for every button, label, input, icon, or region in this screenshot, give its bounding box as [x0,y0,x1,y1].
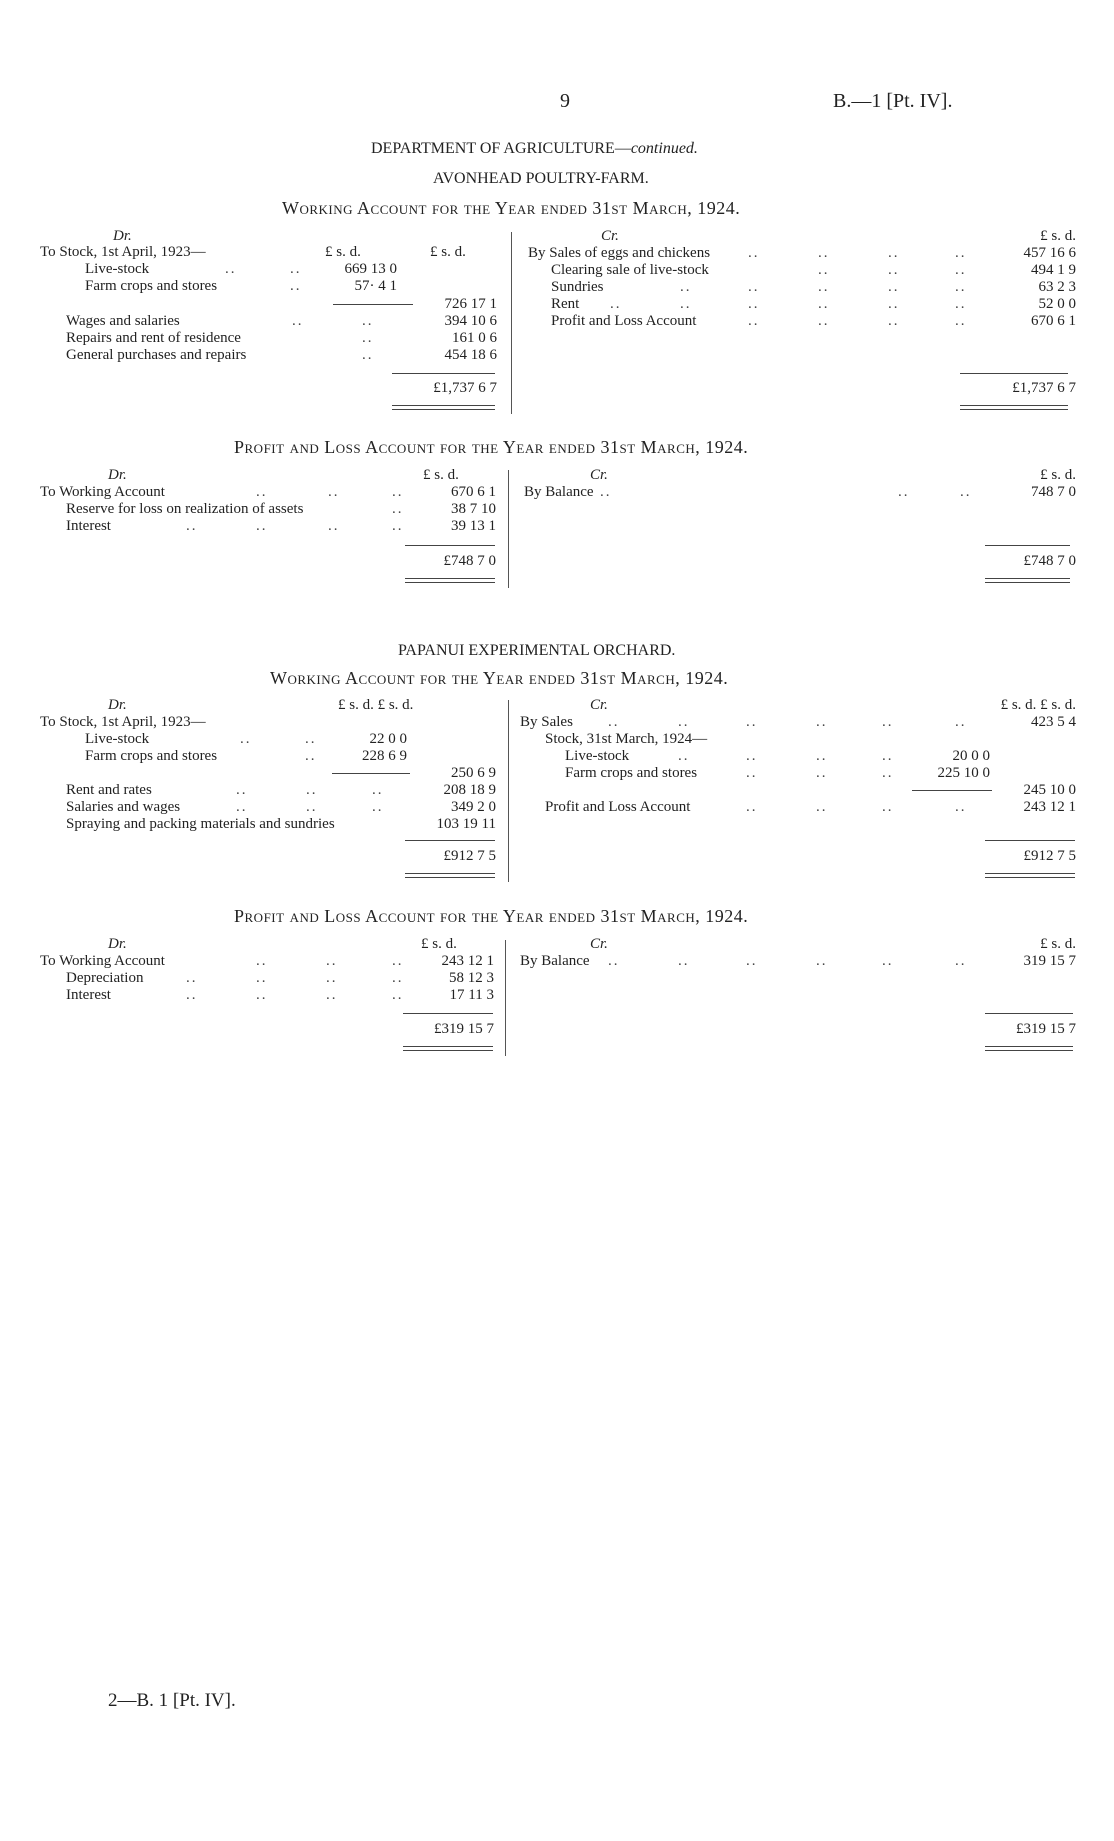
leader-dots: .. [882,765,894,781]
leader-dots: .. [960,484,972,500]
column-divider [511,232,512,414]
leader-dots: .. [816,953,828,969]
column-divider [508,700,509,882]
total-value: £912 7 5 [1023,848,1076,864]
line-value: 243 12 1 [1023,799,1076,815]
leader-dots: .. [186,970,198,986]
line-value: 669 13 0 [344,261,397,277]
line-value: 103 19 11 [436,816,496,832]
leader-dots: .. [955,296,967,312]
leader-dots: .. [818,262,830,278]
line-value: 52 0 0 [1038,296,1076,312]
total-value: £748 7 0 [1023,553,1076,569]
leader-dots: .. [608,714,620,730]
leader-dots: .. [326,970,338,986]
line-value: 20 0 0 [952,748,990,764]
line-label: By Balance [524,484,594,500]
line-label: To Working Account [40,484,165,500]
leader-dots: .. [680,279,692,295]
line-value: 22 0 0 [369,731,407,747]
total-value: £319 15 7 [1016,1021,1076,1037]
leader-dots: .. [748,245,760,261]
leader-dots: .. [955,245,967,261]
leader-dots: .. [600,484,612,500]
leader-dots: .. [882,714,894,730]
dr-label: Dr. [108,697,127,713]
line-label: Interest [66,518,111,534]
double-rule [403,1046,493,1051]
line-label: Repairs and rent of residence [66,330,241,346]
line-value: 457 16 6 [1023,245,1076,261]
leader-dots: .. [898,484,910,500]
leader-dots: .. [955,262,967,278]
double-rule [960,405,1068,410]
papanui-pl-heading: Profit and Loss Account for the Year ended 31st March, 1924. [234,906,749,926]
leader-dots: .. [746,714,758,730]
leader-dots: .. [392,970,404,986]
leader-dots: .. [362,330,374,346]
double-rule [405,578,495,583]
total-value: £912 7 5 [443,848,496,864]
leader-dots: .. [392,518,404,534]
dr-label: Dr. [108,467,127,483]
line-label: By Sales of eggs and chickens [528,245,711,261]
double-rule [985,578,1070,583]
line-label: Salaries and wages [66,799,181,815]
line-label: By Balance [520,953,590,969]
line-value: 63 2 3 [1038,279,1076,295]
leader-dots: .. [256,518,268,534]
line-value: 394 10 6 [444,313,497,329]
leader-dots: .. [306,799,318,815]
leader-dots: .. [362,313,374,329]
line-label: General purchases and repairs [66,347,247,363]
line-value: 319 15 7 [1023,953,1076,969]
line-value: 208 18 9 [443,782,496,798]
avonhead-pl-heading: Profit and Loss Account for the Year ended 31st March, 1924. [234,437,749,457]
leader-dots: .. [392,501,404,517]
leader-dots: .. [186,987,198,1003]
leader-dots: .. [818,313,830,329]
leader-dots: .. [882,953,894,969]
leader-dots: .. [326,987,338,1003]
papanui-title: PAPANUI EXPERIMENTAL ORCHARD. [398,642,676,659]
line-value: 423 5 4 [1031,714,1076,730]
leader-dots: .. [610,296,622,312]
leader-dots: .. [256,484,268,500]
line-value: 225 10 0 [937,765,990,781]
column-header: £ s. d. £ s. d. [338,697,414,713]
leader-dots: .. [955,313,967,329]
line-label: Live-stock [85,731,150,747]
leader-dots: .. [955,953,967,969]
avonhead-working-heading: Working Account for the Year ended 31st March, 1924. [282,198,741,218]
leader-dots: .. [236,782,248,798]
line-value: 494 1 9 [1031,262,1076,278]
leader-dots: .. [746,953,758,969]
dr-label: Dr. [108,936,127,952]
cr-label: Cr. [590,467,608,483]
line-value: 228 6 9 [362,748,407,764]
leader-dots: .. [746,765,758,781]
leader-dots: .. [818,296,830,312]
leader-dots: .. [392,484,404,500]
line-label: Clearing sale of live-stock [551,262,709,278]
line-value: 748 7 0 [1031,484,1076,500]
line-value: 670 6 1 [451,484,496,500]
column-divider [505,940,506,1056]
stock-heading: To Stock, 1st April, 1923— [40,714,206,730]
total-value: £1,737 6 7 [433,380,497,396]
column-header: £ s. d. [423,467,459,483]
page-footer: 2—B. 1 [Pt. IV]. [108,1690,236,1711]
leader-dots: .. [888,262,900,278]
leader-dots: .. [256,953,268,969]
rule [403,1013,493,1014]
dr-label: Dr. [113,228,132,244]
line-label: Rent and rates [66,782,152,798]
rule [960,373,1068,374]
leader-dots: .. [680,296,692,312]
column-header: £ s. d. [1040,228,1076,244]
avonhead-title: AVONHEAD POULTRY-FARM. [433,170,649,187]
leader-dots: .. [816,714,828,730]
line-value: 38 7 10 [451,501,496,517]
line-label: Rent [551,296,580,312]
column-header: £ s. d. [1040,936,1076,952]
leader-dots: .. [256,987,268,1003]
page-number: 9 [560,90,570,112]
double-rule [392,405,495,410]
line-label: Spraying and packing materials and sundries [66,816,335,832]
line-value: 250 6 9 [451,765,496,781]
line-label: Farm crops and stores [85,278,218,294]
leader-dots: .. [372,782,384,798]
line-label: To Working Account [40,953,165,969]
leader-dots: .. [678,714,690,730]
line-label: Profit and Loss Account [545,799,691,815]
leader-dots: .. [306,782,318,798]
leader-dots: .. [888,279,900,295]
stock-heading: To Stock, 1st April, 1923— [40,244,206,260]
leader-dots: .. [392,953,404,969]
line-label: Reserve for loss on realization of assets [66,501,304,517]
leader-dots: .. [882,748,894,764]
leader-dots: .. [955,279,967,295]
line-value: 670 6 1 [1031,313,1076,329]
leader-dots: .. [256,970,268,986]
line-label: Depreciation [66,970,144,986]
line-value: 161 0 6 [452,330,497,346]
line-value: 349 2 0 [451,799,496,815]
leader-dots: .. [236,799,248,815]
leader-dots: .. [888,245,900,261]
leader-dots: .. [746,748,758,764]
department-title [371,140,698,158]
leader-dots: .. [816,748,828,764]
line-label: Sundries [551,279,604,295]
line-value: 245 10 0 [1023,782,1076,798]
leader-dots: .. [392,987,404,1003]
leader-dots: .. [746,799,758,815]
leader-dots: .. [328,484,340,500]
leader-dots: .. [225,261,237,277]
rule [405,545,495,546]
leader-dots: .. [362,347,374,363]
total-value: £319 15 7 [434,1021,494,1037]
leader-dots: .. [328,518,340,534]
line-value: 243 12 1 [441,953,494,969]
line-value: 726 17 1 [444,296,497,312]
page-reference: B.—1 [Pt. IV]. [833,90,953,112]
leader-dots: .. [816,765,828,781]
column-header: £ s. d. £ s. d. [1000,697,1076,713]
leader-dots: .. [290,278,302,294]
rule [985,1013,1073,1014]
column-divider [508,470,509,588]
leader-dots: .. [326,953,338,969]
line-label: Wages and salaries [66,313,180,329]
cr-label: Cr. [590,697,608,713]
leader-dots: .. [372,799,384,815]
leader-dots: .. [882,799,894,815]
line-label: Live-stock [565,748,630,764]
leader-dots: .. [818,245,830,261]
rule [985,840,1075,841]
total-value: £1,737 6 7 [1012,380,1076,396]
leader-dots: .. [955,799,967,815]
leader-dots: .. [748,279,760,295]
column-header: £ s. d. [421,936,457,952]
line-label: Farm crops and stores [85,748,218,764]
rule [392,373,495,374]
department-name: DEPARTMENT OF AGRICULTURE— [371,140,631,157]
line-value: 454 18 6 [444,347,497,363]
leader-dots: .. [748,296,760,312]
department-continued: continued. [630,140,698,157]
double-rule [985,873,1075,878]
leader-dots: .. [678,748,690,764]
line-value: 58 12 3 [449,970,494,986]
leader-dots: .. [186,518,198,534]
leader-dots: .. [678,953,690,969]
double-rule [405,873,495,878]
leader-dots: .. [305,731,317,747]
column-header: £ s. d. [325,244,361,260]
leader-dots: .. [305,748,317,764]
rule [405,840,495,841]
leader-dots: .. [818,279,830,295]
line-value: 39 13 1 [451,518,496,534]
cr-label: Cr. [590,936,608,952]
leader-dots: .. [240,731,252,747]
line-label: Farm crops and stores [565,765,698,781]
line-label: Stock, 31st March, 1924— [545,731,708,747]
leader-dots: .. [888,313,900,329]
line-label: Live-stock [85,261,150,277]
leader-dots: .. [608,953,620,969]
line-label: Profit and Loss Account [551,313,697,329]
column-header: £ s. d. [430,244,466,260]
line-label: Interest [66,987,111,1003]
column-header: £ s. d. [1040,467,1076,483]
papanui-working-heading: Working Account for the Year ended 31st March, 1924. [270,668,729,688]
leader-dots: .. [290,261,302,277]
cr-label: Cr. [601,228,619,244]
leader-dots: .. [816,799,828,815]
leader-dots: .. [955,714,967,730]
double-rule [985,1046,1073,1051]
leader-dots: .. [888,296,900,312]
total-value: £748 7 0 [443,553,496,569]
leader-dots: .. [292,313,304,329]
line-label: By Sales [520,714,573,730]
rule [985,545,1070,546]
line-value: 17 11 3 [449,987,494,1003]
leader-dots: .. [748,313,760,329]
line-value: 57· 4 1 [354,278,397,294]
